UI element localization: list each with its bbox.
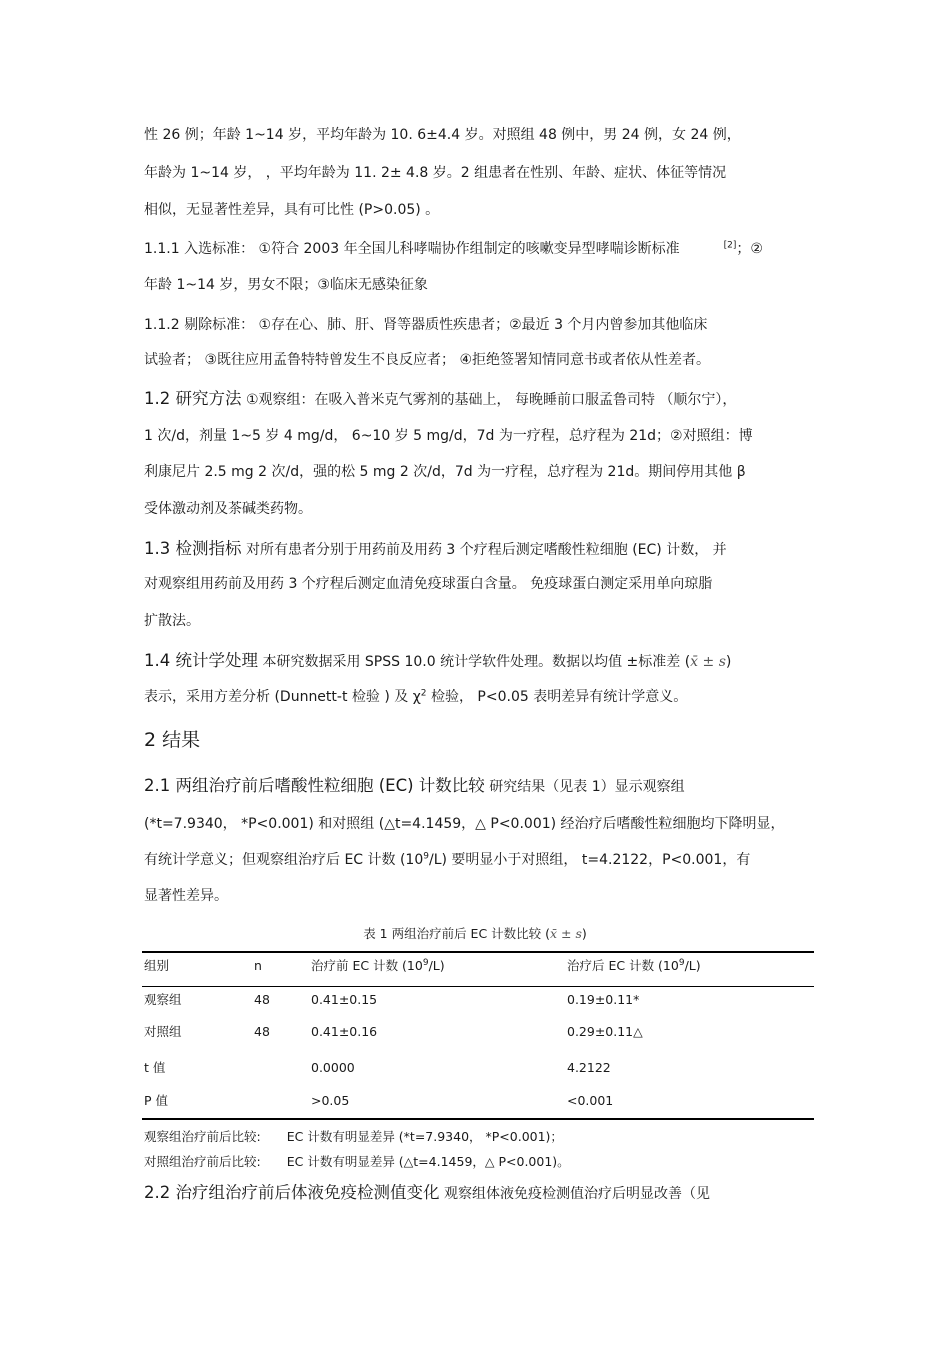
ec-comparison-line-1: [144, 777, 685, 796]
methods-line-3: 利康尼片 2.5 mg 2 次/d，强的松 5 mg 2 次/d，7d 为一疗程，总疗程为 21d。期间停用其他 β: [144, 464, 746, 480]
indicators-heading: 1.3 检测指标: [144, 539, 242, 558]
header-before-label: 治疗前 EC 计数 (10: [311, 958, 423, 973]
table-caption-symbol: x̄ ± s: [550, 926, 582, 941]
ec-comparison-text-3b: /L) 要明显小于对照组， t=4.2122，P<0.001，有: [428, 852, 751, 868]
table-note-label: 观察组治疗前后比较:: [144, 1129, 261, 1144]
row-after: 0.29±0.11△: [567, 1024, 643, 1039]
table-caption-end: ): [581, 926, 587, 941]
indicators-line-1: [144, 540, 727, 559]
methods-text-1: ①观察组：在吸入普米克气雾剂的基础上， 每晚睡前口服孟鲁司特 （顺尔宁），: [241, 392, 737, 408]
statistics-heading: 1.4 统计学处理: [144, 651, 258, 670]
ec-comparison-heading: 2.1 两组治疗前后嗜酸性粒细胞 (EC) 计数比较: [144, 776, 485, 795]
intro-line-2: 年龄为 1~14 岁， ，平均年龄为 11. 2± 4.8 岁。2 组患者在性别、年龄、症状、体征等情况: [144, 165, 727, 181]
ec-comparison-line-4: 显著性差异。: [144, 888, 228, 904]
row-before: 0.41±0.15: [311, 992, 378, 1007]
table-header-rule: [142, 986, 814, 987]
header-before: [311, 958, 445, 974]
chi-square-exponent: 2: [420, 688, 427, 699]
table-caption: [0, 924, 950, 942]
header-n: n: [254, 958, 262, 973]
statistics-text-2a: 表示，采用方差分析 (Dunnett-t 检验 ) 及 χ: [144, 689, 421, 705]
indicators-text-1: 对所有患者分别于用药前及用药 3 个疗程后测定嗜酸性粒细胞 (EC) 计数， 并: [241, 542, 727, 558]
row-before: >0.05: [311, 1093, 350, 1108]
row-group: t 值: [144, 1060, 166, 1075]
row-n: 48: [254, 992, 270, 1007]
row-group: P 值: [144, 1093, 169, 1108]
inclusion-criteria-line-2: 年龄 1~14 岁，男女不限；③临床无感染征象: [144, 277, 428, 293]
ec-comparison-line-2: (*t=7.9340， *P<0.001) 和对照组 (△t=4.1459，△ P<0.001) 经治疗后嗜酸性粒细胞均下降明显，: [144, 816, 785, 832]
row-group: 对照组: [144, 1024, 182, 1039]
header-after-unit: /L): [684, 958, 701, 973]
exclusion-criteria-line-2: 试验者； ③既往应用孟鲁特特曾发生不良反应者； ④拒绝签署知情同意书或者依从性差者。: [144, 352, 710, 368]
header-before-unit: /L): [428, 958, 445, 973]
statistics-text-2b: 检验， P<0.05 表明差异有统计学意义。: [426, 689, 688, 705]
mean-sd-symbol: x̄ ± s: [690, 654, 726, 670]
methods-line-1: [144, 390, 736, 409]
table-note-1: [144, 1127, 563, 1145]
intro-line-3: 相似，无显著性差异，具有可比性 (P>0.05) 。: [144, 202, 440, 218]
header-after: [567, 958, 701, 974]
humoral-immunity-text-1: 观察组体液免疫检测值治疗后明显改善（见: [439, 1186, 710, 1202]
row-n: 48: [254, 1024, 270, 1039]
table-note-2: [144, 1152, 570, 1170]
row-after: 0.19±0.11*: [567, 992, 640, 1007]
indicators-line-2: 对观察组用药前及用药 3 个疗程后测定血清免疫球蛋白含量。 免疫球蛋白测定采用单向琼脂: [144, 576, 713, 592]
methods-heading: 1.2 研究方法: [144, 389, 242, 408]
inclusion-criteria-cont: ；②: [736, 241, 763, 257]
statistics-text-1-end: ): [725, 654, 732, 670]
intro-line-1: 性 26 例；年龄 1~14 岁，平均年龄为 10. 6±4.4 岁。对照组 48 例中，男 24 例，女 24 例，: [144, 127, 741, 143]
statistics-line-2: [144, 688, 687, 706]
statistics-text-1: 本研究数据采用 SPSS 10.0 统计学软件处理。数据以均值 ±标准差 (: [258, 654, 691, 670]
ec-unit-exponent: 9: [423, 851, 429, 862]
statistics-line-1: [144, 652, 731, 671]
methods-line-4: 受体激动剂及茶碱类药物。: [144, 501, 312, 517]
results-heading: 2 结果: [144, 729, 201, 751]
table-bottom-rule: [142, 1118, 814, 1120]
citation-ref: [2]: [723, 240, 737, 251]
methods-line-2: 1 次/d，剂量 1~5 岁 4 mg/d， 6~10 岁 5 mg/d，7d 为一疗程，总疗程为 21d；②对照组：博: [144, 428, 753, 444]
ec-comparison-line-3: [144, 851, 750, 869]
indicators-line-3: 扩散法。: [144, 613, 200, 629]
table-note-label: 对照组治疗前后比较:: [144, 1154, 261, 1169]
ec-comparison-text-3a: 有统计学意义；但观察组治疗后 EC 计数 (10: [144, 852, 424, 868]
table-note-text: EC 计数有明显差异 (△t=4.1459，△ P<0.001)。: [286, 1154, 570, 1169]
table-caption-text: 表 1 两组治疗前后 EC 计数比较 (: [363, 926, 551, 941]
inclusion-criteria-text: 1.1.1 入选标准： ①符合 2003 年全国儿科哮喘协作组制定的咳嗽变异型哮喘诊断标准: [144, 241, 680, 257]
row-before: 0.0000: [311, 1060, 355, 1075]
row-before: 0.41±0.16: [311, 1024, 378, 1039]
inclusion-criteria-line-1: [144, 240, 763, 258]
table-note-text: EC 计数有明显差异 (*t=7.9340， *P<0.001)；: [286, 1129, 563, 1144]
ec-comparison-text-1: 研究结果（见表 1）显示观察组: [484, 779, 685, 795]
row-after: <0.001: [567, 1093, 614, 1108]
table-top-rule: [142, 951, 814, 953]
header-after-label: 治疗后 EC 计数 (10: [567, 958, 679, 973]
row-after: 4.2122: [567, 1060, 611, 1075]
row-group: 观察组: [144, 992, 182, 1007]
header-after-exp: 9: [678, 957, 685, 968]
header-group: 组别: [144, 958, 170, 973]
humoral-immunity-line-1: [144, 1184, 710, 1203]
humoral-immunity-heading: 2.2 治疗组治疗前后体液免疫检测值变化: [144, 1183, 440, 1202]
header-before-exp: 9: [422, 957, 429, 968]
exclusion-criteria-line-1: 1.1.2 剔除标准： ①存在心、肺、肝、肾等器质性疾患者；②最近 3 个月内曾参加其他临床: [144, 317, 708, 333]
